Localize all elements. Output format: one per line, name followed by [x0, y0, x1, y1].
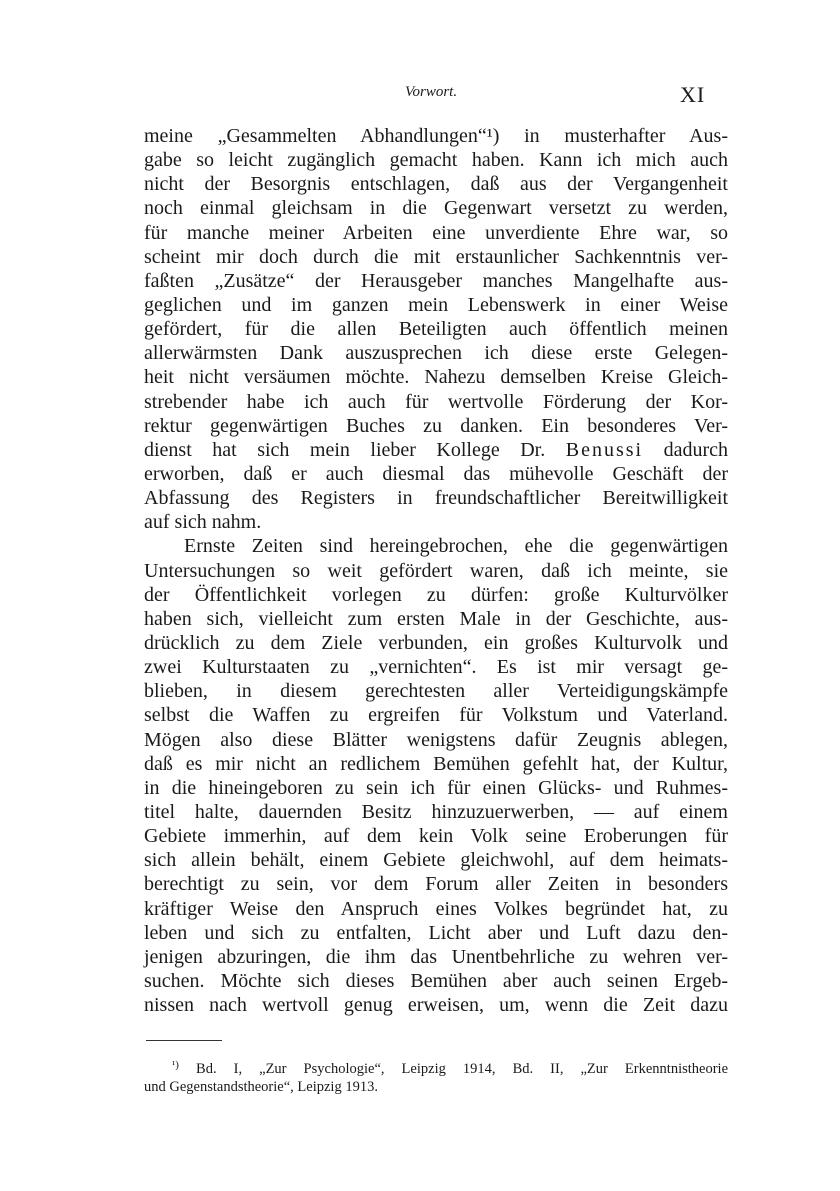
text-line: gefördert, für die allen Beteiligten auch öffentlich meinen: [144, 318, 728, 341]
text-line: der Öffentlichkeit vorlegen zu dürfen: große Kulturvölker: [144, 583, 728, 606]
text-line: daß es mir nicht an redlichem Bemühen gefehlt hat, der Kultur,: [144, 752, 728, 775]
text-line: nissen nach wertvoll genug erweisen, um, wenn die Zeit dazu: [144, 994, 728, 1017]
text-line: allerwärmsten Dank auszusprechen ich diese erste Gelegen-: [144, 342, 728, 365]
paragraph-start-line: Ernste Zeiten sind hereingebrochen, ehe die gegenwärtigen: [184, 535, 728, 558]
text-line: Gebiete immerhin, auf dem kein Volk seine Eroberungen für: [144, 825, 728, 848]
text-line: erworben, daß er auch diesmal das mühevolle Geschäft der: [144, 462, 728, 485]
paragraph-end-line: auf sich nahm.: [144, 511, 262, 534]
text-line: kräftiger Weise den Anspruch eines Volkes begründet hat, zu: [144, 897, 728, 920]
text-line: strebender habe ich auch für wertvolle Förderung der Kor-: [144, 390, 728, 413]
text-line: drücklich zu dem Ziele verbunden, ein großes Kulturvolk und: [144, 631, 728, 654]
text-line: heit nicht versäumen möchte. Nahezu demselben Kreise Gleich-: [144, 366, 728, 389]
text-line: haben sich, vielleicht zum ersten Male in der Geschichte, aus-: [144, 607, 728, 630]
text-line: in die hineingeboren zu sein ich für einen Glücks- und Ruhmes-: [144, 776, 728, 799]
footnote-marker: ¹): [172, 1059, 179, 1071]
text-line: suchen. Möchte sich dieses Bemühen aber auch seinen Ergeb-: [144, 969, 728, 992]
text-line: berechtigt zu sein, vor dem Forum aller Zeiten in besonders: [144, 873, 728, 896]
text-line: Mögen also diese Blätter wenigstens dafür Zeugnis ablegen,: [144, 728, 728, 751]
text-line: leben und sich zu entfalten, Licht aber und Luft dazu den-: [144, 921, 728, 944]
text-line: Untersuchungen so weit gefördert waren, daß ich meinte, sie: [144, 559, 728, 582]
text-line: geglichen und im ganzen mein Lebenswerk in einer Weise: [144, 293, 728, 316]
text-line: noch einmal gleichsam in die Gegenwart versetzt zu werden,: [144, 197, 728, 220]
text-line: nicht der Besorgnis entschlagen, daß aus der Vergangenheit: [144, 173, 728, 196]
text-line: blieben, in diesem gerechtesten aller Verteidigungskämpfe: [144, 680, 728, 703]
body-text: [144, 124, 728, 1017]
text-line: titel halte, dauernden Besitz hinzuzuerwerben, — auf einem: [144, 800, 728, 823]
footnote-line: [144, 1054, 728, 1076]
text-line: gabe so leicht zugänglich gemacht haben. Kann ich mich auch: [144, 149, 728, 172]
text-line: Abfassung des Registers in freundschaftlicher Bereitwilligkeit: [144, 487, 728, 510]
text-line: zwei Kulturstaaten zu „vernichten“. Es ist mir versagt ge-: [144, 656, 728, 679]
text-line: scheint mir doch durch die mit erstaunlicher Sachkenntnis ver-: [144, 245, 728, 268]
line-tail: dadurch: [663, 438, 728, 461]
text-line: faßten „Zusätze“ der Herausgeber manches Mangelhafte aus-: [144, 269, 728, 292]
text-line: rektur gegenwärtigen Buches zu danken. Ein besonderes Ver-: [144, 414, 728, 437]
footnote-text: Bd. I, „Zur Psychologie“, Leipzig 1914, Bd. II, „Zur Erkenntnistheorie: [196, 1061, 729, 1077]
line-text: dienst hat sich mein lieber Kollege Dr.: [144, 438, 546, 461]
spaced-name: Benussi: [565, 438, 644, 461]
text-line: für manche meiner Arbeiten eine unverdiente Ehre war, so: [144, 221, 728, 244]
text-line: jenigen abzuringen, die ihm das Unentbehrliche zu wehren ver-: [144, 945, 728, 968]
text-line-with-name: [144, 438, 728, 462]
footnotes: [144, 1054, 728, 1098]
text-line: sich allein behält, einem Gebiete gleichwohl, auf dem heimats-: [144, 849, 728, 872]
running-title: Vorwort.: [405, 84, 458, 100]
text-line: selbst die Waffen zu ergreifen für Volkstum und Vaterland.: [144, 704, 728, 727]
footnote-rule: [146, 1040, 222, 1041]
text-line: meine „Gesammelten Abhandlungen“¹) in musterhafter Aus-: [144, 125, 728, 147]
page-number: XI: [680, 82, 706, 107]
footnote-line: und Gegenstandstheorie“, Leipzig 1913.: [144, 1079, 378, 1095]
running-head: [0, 80, 840, 110]
